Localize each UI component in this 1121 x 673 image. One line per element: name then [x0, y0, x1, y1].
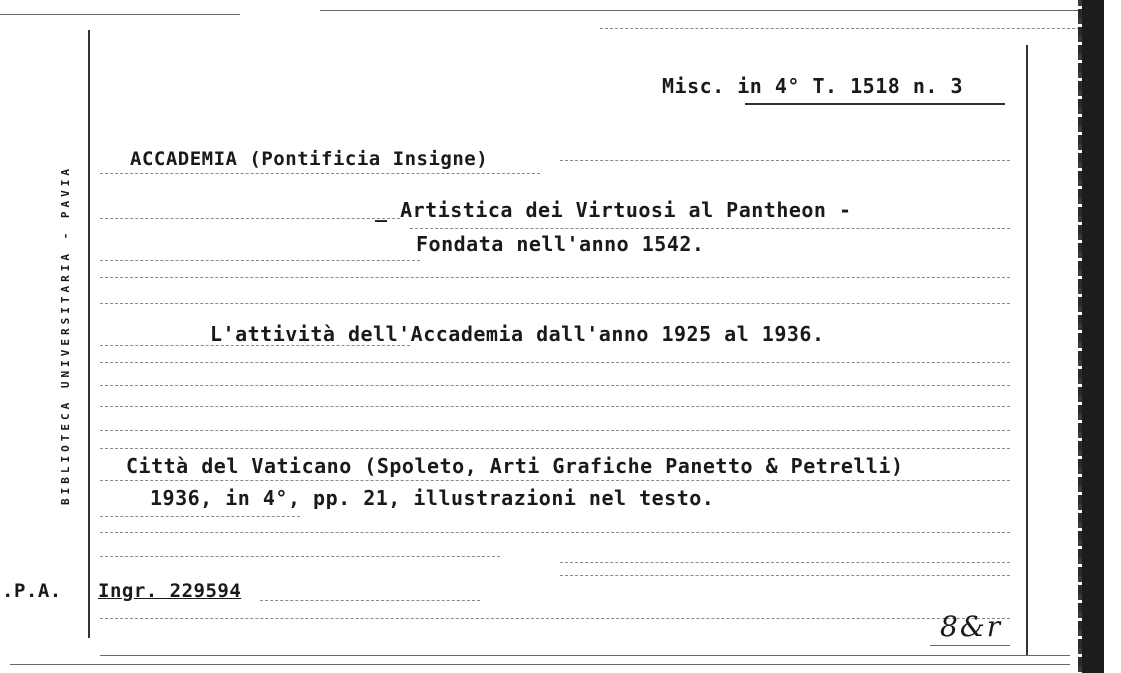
left-margin-line — [88, 30, 90, 638]
heading-rule-right — [560, 160, 1010, 161]
entry-subtitle-line1: _ Artistica dei Virtuosi al Pantheon - — [375, 198, 852, 222]
subtitle-rule — [100, 260, 420, 261]
heading-rule — [100, 173, 540, 174]
scan-border — [1082, 0, 1104, 673]
title-rule — [100, 345, 410, 346]
top-edge-rule — [320, 10, 1080, 11]
top-edge-rule — [600, 28, 1080, 29]
blank-rule — [100, 618, 1010, 619]
bottom-edge-rule — [10, 664, 1070, 665]
top-edge-rule — [0, 14, 240, 15]
subtitle-rule — [100, 277, 1010, 278]
title-rule — [100, 362, 1010, 363]
bottom-edge-rule — [100, 655, 1070, 656]
left-margin-code: .P.A. — [2, 580, 62, 602]
entry-imprint-line1: Città del Vaticano (Spoleto, Arti Grafiche Panetto & Petrelli) — [126, 454, 904, 478]
blank-rule — [100, 385, 1010, 386]
blank-rule — [100, 430, 1010, 431]
blank-rule — [100, 448, 1010, 449]
shelfmark-underline — [745, 103, 1005, 105]
blank-rule — [560, 575, 1010, 576]
blank-rule — [100, 532, 1010, 533]
blank-rule — [560, 562, 1010, 563]
accession-number: Ingr. 229594 — [98, 580, 242, 602]
entry-title: L'attività dell'Accademia dall'anno 1925 al 1936. — [210, 322, 825, 346]
subtitle-rule — [410, 228, 1010, 229]
library-stamp: BIBLIOTECA UNIVERSITARIA - PAVIA — [59, 165, 72, 505]
imprint-rule — [100, 516, 300, 517]
blank-rule — [100, 303, 1010, 304]
entry-subtitle-line2: Fondata nell'anno 1542. — [416, 232, 705, 256]
subtitle-rule — [100, 218, 400, 219]
imprint-rule — [100, 480, 1010, 481]
right-margin-line — [1026, 45, 1028, 655]
entry-imprint-line2: 1936, in 4°, pp. 21, illustrazioni nel testo. — [150, 486, 715, 510]
handwritten-number: 8&r — [940, 610, 1003, 643]
handwritten-underline — [930, 645, 1010, 646]
blank-rule — [100, 406, 1010, 407]
shelfmark: Misc. in 4° T. 1518 n. 3 — [662, 74, 963, 98]
entry-heading: ACCADEMIA (Pontificia Insigne) — [130, 148, 489, 170]
accession-rule — [260, 600, 480, 601]
blank-rule — [100, 556, 500, 557]
